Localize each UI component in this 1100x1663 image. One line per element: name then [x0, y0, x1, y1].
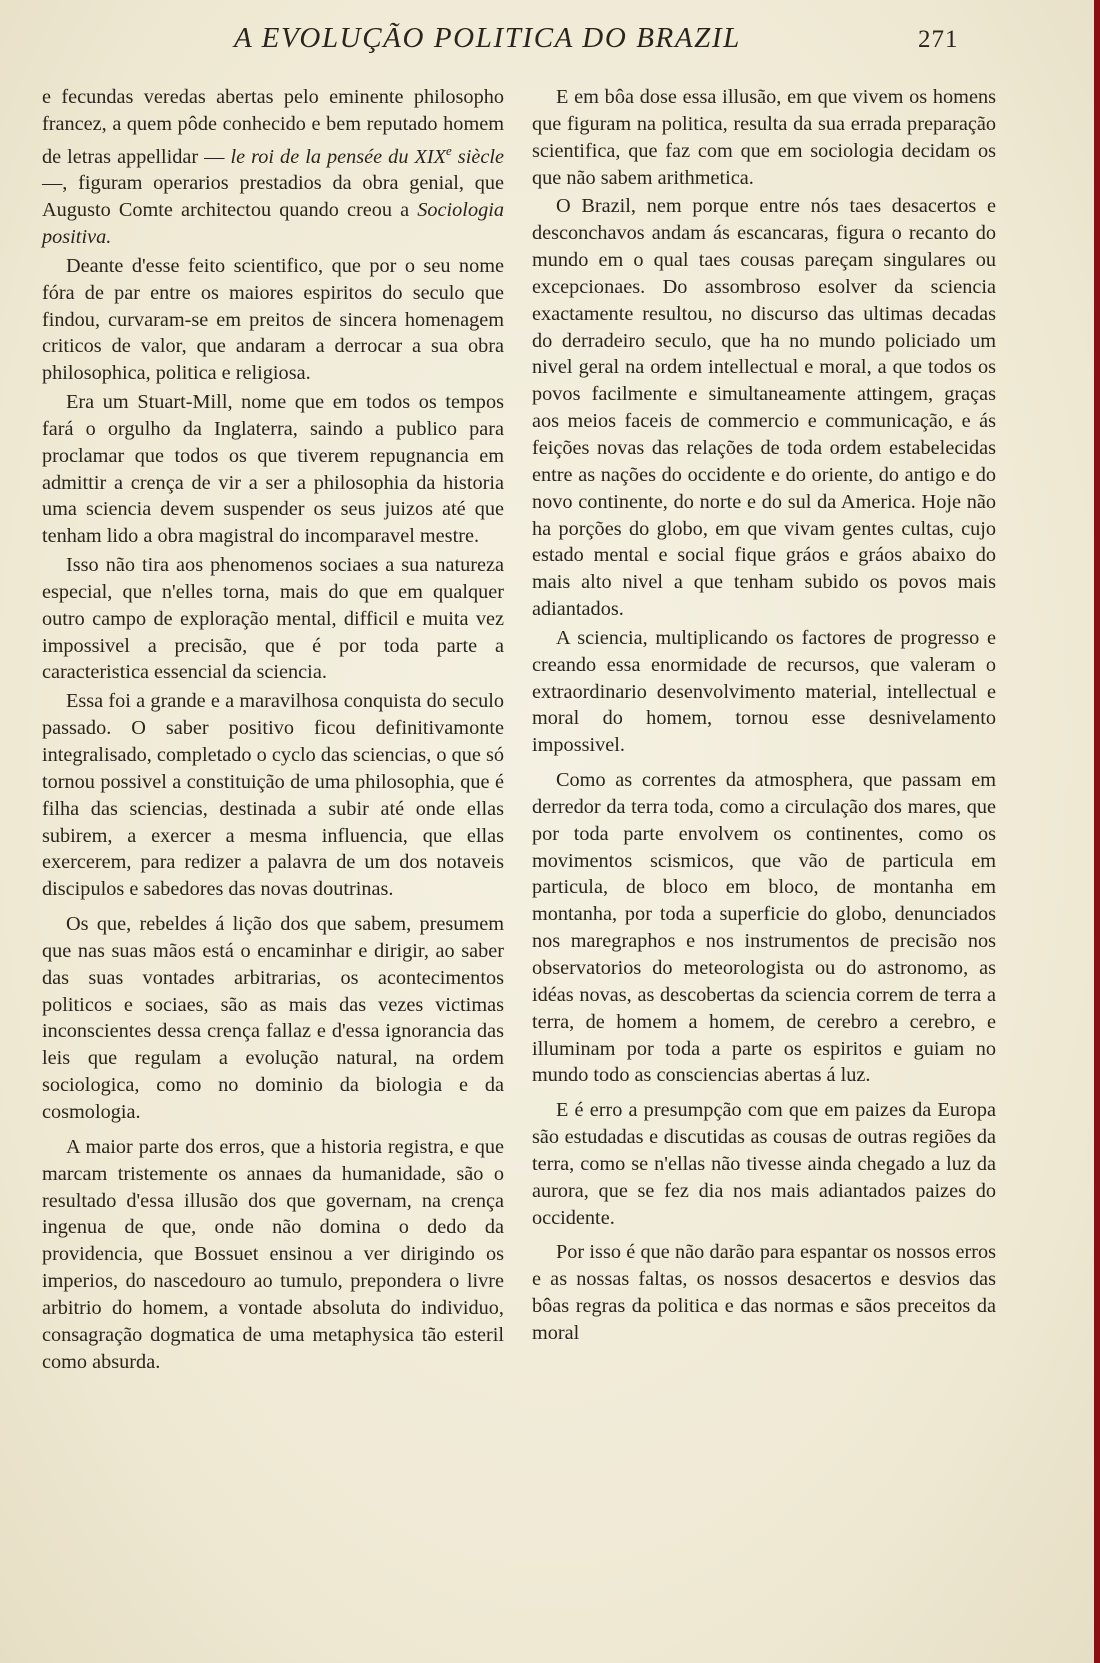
text-run: e fecundas veredas abertas pelo eminente philosopho francez, a quem pôde conhecido e bem reputado homem de letras appellidar —: [42, 86, 504, 168]
paragraph: Como as correntes da atmosphera, que passam em derredor da terra toda, como a circulação dos mares, que por toda parte envolvem os continentes, como os movimentos scismicos, que vão de particula em particula, de bloco em bloco, de montanha em montanha, por toda a superficie do globo, denunciados nos maregraphos e nos instrumentos de precisão nos observatorios do meteorologista ou do astronomo, as idéas novas, as descobertas da sciencia correm de terra a terra, de homem a homem, de cerebro a cerebro, e illuminam por toda a parte os espiritos e guiam no mundo todo as consciencias abertas á luz.: [532, 769, 996, 1087]
running-title: A EVOLUÇÃO POLITICA DO BRAZIL: [234, 22, 741, 54]
paragraph: E em bôa dose essa illusão, em que vivem os homens que figuram na politica, resulta da sua errada preparação scientifica, que faz com que em sociologia decidam os que não sabem arithmetica.: [532, 86, 996, 189]
left-column: [42, 84, 504, 1375]
paragraph: Deante d'esse feito scientifico, que por o seu nome fóra de par entre os maiores espiritos do seculo que findou, curvaram-se em preitos de sincera homenagem criticos de valor, que andaram a derrocar a sua obra philosophica, politica e religiosa.: [42, 254, 504, 385]
superscript: e: [446, 142, 452, 158]
paragraph: A sciencia, multiplicando os factores de progresso e creando essa enormidade de recursos, que valeram o extraordinario desenvolvimento material, intellectual e moral do homem, tornou esse desnivelamento impossivel.: [532, 626, 996, 757]
paragraph: Isso não tira aos phenomenos sociaes a sua natureza especial, que n'elles torna, mais do que em qualquer outro campo de exploração mental, difficil e muita vez impossivel a precisão, que é por toda parte a caracteristica essencial da sciencia.: [42, 554, 504, 684]
italic-quote: XIX: [408, 145, 447, 168]
right-column: [532, 84, 996, 1347]
italic-quote: le roi de la pensée du: [230, 145, 409, 168]
paragraph: Os que, rebeldes á lição dos que sabem, presumem que nas suas mãos está o encaminhar e dirigir, ao saber das suas vontades arbitrarias, os acontecimentos politicos e sociaes, são as mais das vezes victimas inconscientes dessa crença fallaz e d'essa ignorancia das leis que regulam a evolução natural, na ordem sociologica, como no dominio da biologia e da cosmologia.: [42, 913, 504, 1123]
paragraph: A maior parte dos erros, que a historia registra, e que marcam tristemente os annaes da humanidade, são o resultado d'essa illusão dos que governam, na crença ingenua de que, onde não domina o dedo da providencia, que Bossuet ensinou a ver dirigindo os imperios, do nascedouro ao tumulo, prepondera o livre arbitrio do homem, a vontade absoluta do individuo, consagração dogmatica de uma metaphysica tão esteril como absurda.: [42, 1135, 504, 1373]
page-header: [0, 22, 1100, 62]
text-run: —, figuram operarios prestadios da obra genial, que Augusto Comte architectou quando creou a: [42, 172, 504, 222]
paragraph: E é erro a presumpção com que em paizes da Europa são estudadas e discutidas as cousas de outras regiões da terra, como se n'ellas não tivesse ainda chegado a luz da aurora, que se fez dia nos mais adiantados paizes do occidente.: [532, 1099, 996, 1229]
paragraph: [42, 84, 504, 251]
italic-title: Sociologia positiva.: [42, 199, 504, 248]
paragraph: O Brazil, nem porque entre nós taes desacertos e desconchavos andam ás escancaras, figura o recanto do mundo em o qual taes cousas pareçam singulares ou excepcionaes. Do assombroso esolver da sciencia exactamente resultou, no discurso das ultimas decadas do derradeiro seculo, que ha no mundo policiado um nivel geral na ordem intellectual e moral, a que todos os povos facilmente e simultaneamente attingem, graças aos meios faceis de commercio e communicação, e ás feições novas das relações de toda ordem estabelecidas entre as nações do occidente e do oriente, do antigo e do novo continente, do norte e do sul da America. Hoje não ha porções do globo, em que vivam gentes cultas, cujo estado mental e social fique gráos e gráos abaixo do mais alto nivel a que tenham subido os povos mais adiantados.: [532, 195, 996, 621]
page-number: 271: [918, 26, 959, 53]
paragraph: Era um Stuart-Mill, nome que em todos os tempos fará o orgulho da Inglaterra, saindo a publico para proclamar que todos os que tiverem repugnancia em admittir a crença de vir a ser a philosophia da historia uma sciencia devem suspender os seus juizos até que tenham lido a obra magistral do incomparavel mestre.: [42, 391, 504, 548]
page-edge: [1094, 0, 1100, 1663]
italic-quote: siècle: [451, 145, 504, 168]
paragraph: Essa foi a grande e a maravilhosa conquista do seculo passado. O saber positivo ficou definitivamonte integralisado, completado o cyclo das sciencias, o que só tornou possivel a constituição de uma philosophia, que é filha das sciencias, destinada a subir até onde ellas subirem, a exercer a mesma influencia, que ellas exercerem, para redizer a palavra de um dos notaveis discipulos e sabedores das novas doutrinas.: [42, 690, 504, 901]
paragraph: Por isso é que não darão para espantar os nossos erros e as nossas faltas, os nossos desacertos e desvios das bôas regras da politica e das normas e sãos preceitos da moral: [532, 1241, 996, 1344]
